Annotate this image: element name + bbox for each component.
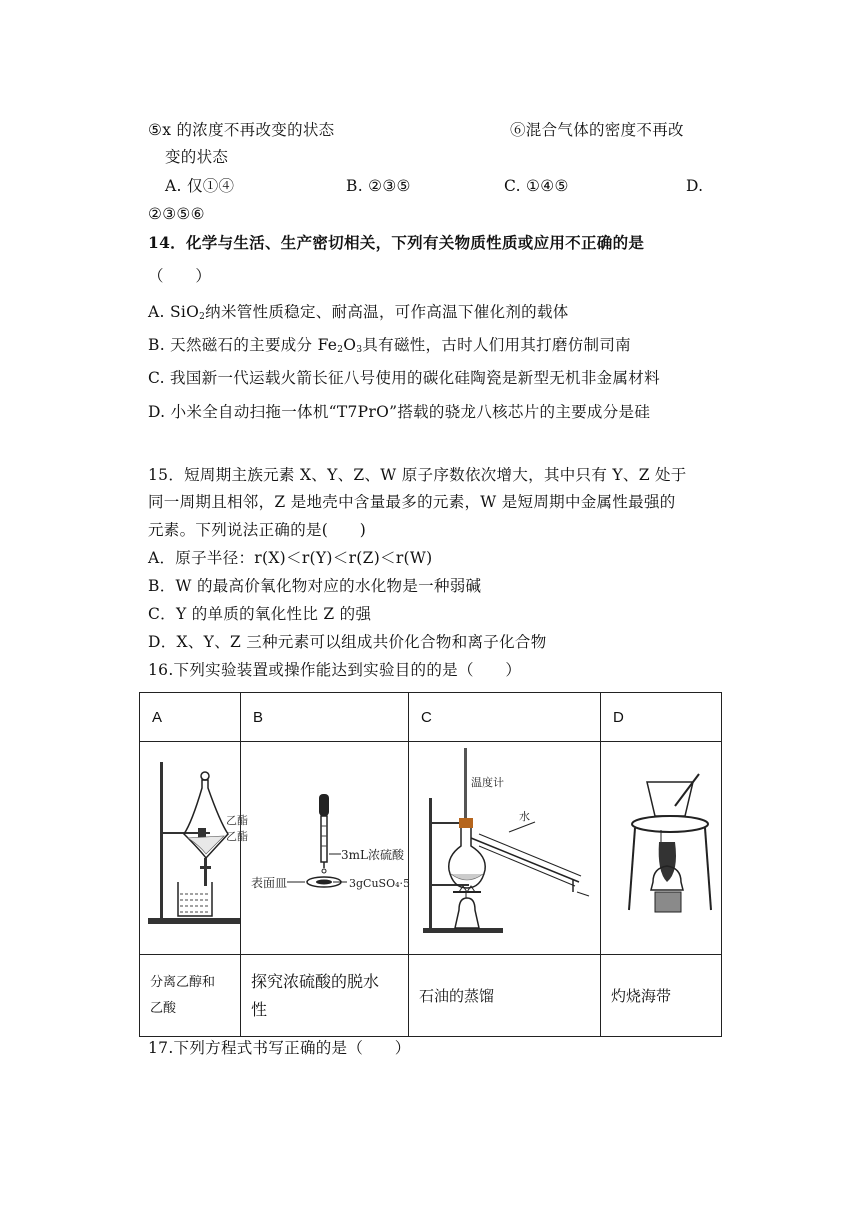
figure-a-label-2: 乙酯 [226, 830, 248, 843]
header-c: C [409, 693, 601, 742]
q15-stem-line1: 15．短周期主族元素 X、Y、Z、W 原子序数依次增大，其中只有 Y、Z 处于 [148, 466, 687, 484]
q15-stem-line2: 同一周期且相邻，Z 是地壳中含量最多的元素，W 是短周期中金属性最强的 [148, 493, 676, 511]
q15-option-c: C．Y 的单质的氧化性比 Z 的强 [148, 605, 372, 623]
figure-b-solid-label: 3gCuSO₄·5 [349, 877, 410, 890]
q13-choice-d-cont: ②③⑤⑥ [148, 205, 205, 223]
caption-c: 石油的蒸馏 [409, 955, 601, 1037]
caption-a-line1: 分离乙醇和 [150, 974, 216, 990]
caption-b-line2: 性 [251, 999, 268, 1019]
q17-stem: 17.下列方程式书写正确的是（ ） [148, 1039, 411, 1057]
table-figure-row [140, 742, 722, 955]
q13-option-5: ⑤x 的浓度不再改变的状态 [148, 121, 335, 139]
q13-option-6-cont: 变的状态 [165, 148, 229, 166]
q15-option-b: B．W 的最高价氧化物对应的水化物是一种弱碱 [148, 577, 482, 595]
caption-b-line1: 探究浓硫酸的脱水 [251, 971, 380, 991]
caption-d: 灼烧海带 [601, 955, 722, 1037]
table-caption-row [140, 955, 722, 1037]
header-a: A [140, 693, 241, 742]
q13-choice-a: A. 仅①④ [165, 177, 235, 195]
q14-option-a: A. SiO$_2$纳米管性质稳定、耐高温，可作高温下催化剂的载体 [148, 303, 569, 322]
q14-option-c: C. 我国新一代运载火箭长征八号使用的碳化硅陶瓷是新型无机非金属材料 [148, 369, 660, 387]
caption-b [241, 955, 409, 1037]
distillation-figure [409, 742, 601, 954]
q14-paren: （ ） [148, 267, 212, 285]
figure-c-water-label: 水 [519, 810, 530, 823]
q15-stem-line3: 元素。下列说法正确的是( ) [148, 521, 367, 539]
figure-b-dish-label: 表面皿 [251, 876, 288, 890]
figure-a-cell [140, 742, 248, 955]
table-header-row [140, 693, 722, 742]
figure-a-label-1: 乙酯 [226, 814, 248, 827]
header-b: B [241, 693, 409, 742]
q14-option-d: D. 小米全自动扫拖一体机“T7PrO”搭载的骁龙八核芯片的主要成分是硅 [148, 403, 651, 421]
q15-option-d: D．X、Y、Z 三种元素可以组成共价化合物和离子化合物 [148, 633, 547, 651]
dropper-figure [241, 742, 409, 954]
figure-c-thermometer-label: 温度计 [471, 776, 504, 789]
caption-a-line2: 乙酸 [150, 1000, 177, 1016]
q13-option-6: ⑥混合气体的密度不再改 [510, 121, 684, 139]
q13-choice-c: C. ①④⑤ [504, 177, 569, 195]
q16-stem: 16.下列实验装置或操作能达到实验目的的是（ ） [148, 661, 522, 679]
crucible-figure [601, 742, 722, 954]
caption-a [140, 955, 241, 1037]
figure-d-cell [601, 742, 722, 955]
q14-stem: 14．化学与生活、生产密切相关，下列有关物质性质或应用不正确的是 [148, 233, 645, 252]
experiment-table [139, 692, 722, 1037]
q13-choice-b: B. ②③⑤ [346, 177, 411, 195]
q14-option-b: B. 天然磁石的主要成分 $Fe_2O_3$具有磁性，古时人们用其打磨仿制司南 [148, 336, 631, 355]
q13-choice-d: D. [686, 177, 704, 195]
separatory-funnel-figure [140, 742, 248, 954]
figure-b-reagent-label: 3mL浓硫酸 [341, 848, 404, 862]
figure-b-cell [241, 742, 409, 955]
q15-option-a: A．原子半径：r(X)＜r(Y)＜r(Z)＜r(W) [148, 549, 433, 567]
header-d: D [601, 693, 722, 742]
figure-c-cell [409, 742, 601, 955]
